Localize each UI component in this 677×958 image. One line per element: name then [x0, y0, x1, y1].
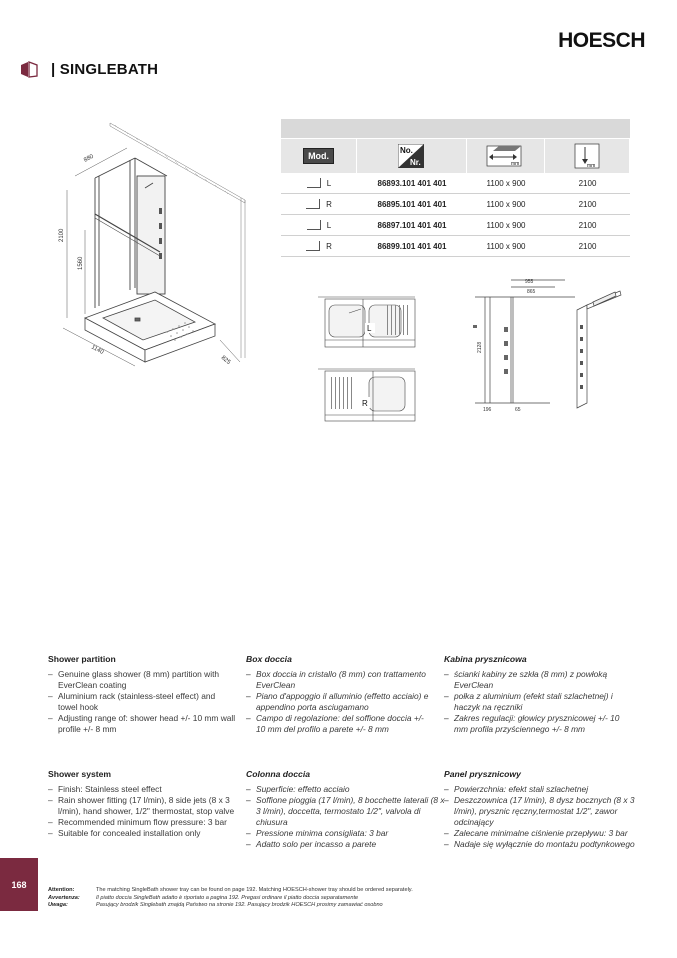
height-icon [574, 143, 600, 169]
column-heading: Panel prysznicowy [444, 769, 521, 779]
article-code: 86899.101 401 401 [377, 241, 447, 251]
column-heading: Shower partition [48, 654, 116, 664]
column-heading: Kabina prysznicowa [444, 654, 527, 664]
feature-item: – Piano d'appoggio il alluminio (effetto acciaio) e appendino porta asciugamano [246, 691, 431, 713]
feature-item: – Adatto solo per incasso a parete [246, 839, 446, 850]
column-heading: Shower system [48, 769, 112, 779]
article-code: 86893.101 401 401 [377, 178, 447, 188]
product-category-icon [19, 61, 39, 78]
svg-text:No.: No. [400, 146, 414, 155]
note-text: Pasujący brodzik Singlebath znajdą Państwo na stronie 192. Pasujący brodzik HOESCH prosimy zamawiać osobno [96, 902, 383, 909]
page-title: | SINGLEBATH [51, 61, 159, 78]
spec-row [281, 236, 630, 257]
dim-1140: 1140 [90, 344, 105, 356]
height-value: 2100 [578, 199, 597, 209]
column-polish [444, 654, 635, 849]
side-dim-196: 196 [483, 407, 492, 413]
footer-notes [48, 887, 413, 910]
feature-list [48, 669, 236, 735]
tray-orientation-icon [306, 199, 320, 209]
feature-list [444, 669, 629, 735]
plan-label-right: R [362, 399, 368, 408]
feature-item: – Zakres regulacji: głowicy prysznicowej +/- 10 mm profila przyściennego +/- 8 mm [444, 713, 629, 735]
column-english [48, 654, 236, 838]
feature-item: – Superficie: effetto acciaio [246, 784, 446, 795]
dimension-value: 1100 x 900 [486, 241, 526, 251]
brand-logo: HOESCH [558, 29, 645, 52]
tray-orientation-icon [307, 220, 321, 230]
tray-orientation-icon [307, 178, 321, 188]
side-label: R [326, 241, 332, 251]
footer-note [48, 887, 413, 895]
feature-item: – Pressione minima consigliata: 3 bar [246, 828, 446, 839]
side-dim-2128: 2128 [477, 341, 483, 353]
feature-item: – Recommended minimum flow pressure: 3 bar [48, 817, 248, 828]
plan-and-side-drawings [315, 275, 635, 425]
article-code: 86895.101 401 401 [377, 199, 447, 209]
svg-text:mm: mm [586, 163, 596, 169]
note-label: Uwaga: [48, 902, 68, 909]
dim-2100: 2100 [59, 228, 65, 242]
footer-note [48, 902, 413, 910]
side-dim-955: 955 [525, 279, 534, 285]
spec-table [281, 119, 630, 257]
feature-item: – Powierzchnia: efekt stali szlachetnej [444, 784, 644, 795]
svg-text:Nr.: Nr. [410, 158, 422, 167]
feature-list [48, 784, 248, 839]
feature-item: – Aluminium rack (stainless-steel effect) and towel hook [48, 691, 236, 713]
side-label: L [326, 178, 332, 188]
spec-row [281, 173, 630, 194]
feature-item: – Soffione pioggia (17 l/min), 8 bocchette laterali (8 x 3 l/min), doccetta, termostato 1/2", valvola di chiusura [246, 795, 446, 828]
page-number-tab: 168 [0, 858, 38, 911]
feature-item: – połka z aluminium (efekt stali szlachetnej) i haczyk na ręczniki [444, 691, 629, 713]
svg-text:mm: mm [511, 161, 520, 167]
note-label: Avvertenza: [48, 894, 80, 901]
height-value: 2100 [578, 220, 597, 230]
feature-item: – Campo di regolazione: del soffione doccia +/- 10 mm del profilo a parete +/- 8 mm [246, 713, 431, 735]
article-number-header [398, 144, 424, 168]
feature-item: – Nadaje się wyłącznie do montażu podtynkowego [444, 839, 644, 850]
dimension-value: 1100 x 900 [486, 220, 526, 230]
dimension-value: 1100 x 900 [486, 199, 526, 209]
mod-header: Mod. [303, 148, 334, 164]
feature-item: – Suitable for concealed installation only [48, 828, 248, 839]
column-heading: Box doccia [246, 654, 292, 664]
feature-item: – Rain shower fitting (17 l/min), 8 side jets (8 x 3 l/min), hand shower, 1/2" thermostat, stop valve [48, 795, 248, 817]
feature-item: – Zalecane minimalne ciśnienie przepływu: 3 bar [444, 828, 644, 839]
shower-isometric-drawing [55, 118, 255, 380]
dimension-value: 1100 x 900 [486, 178, 526, 188]
height-value: 2100 [578, 178, 597, 188]
height-value: 2100 [578, 241, 597, 251]
footer-note [48, 895, 413, 903]
page-title-block [19, 61, 158, 78]
feature-item: – ścianki kabiny ze szkła (8 mm) z powłoką EverClean [444, 669, 629, 691]
feature-item: – Adjusting range of: shower head +/- 10 mm wall profile +/- 8 mm [48, 713, 236, 735]
dim-1560: 1560 [78, 256, 84, 270]
note-text: The matching SingleBath shower tray can be found on page 192. Matching HOESCH-shower tray should be ordered separately. [96, 887, 413, 893]
dim-825: 825 [219, 354, 232, 366]
feature-list [246, 669, 431, 735]
feature-list [246, 784, 446, 850]
dim-880: 880 [83, 153, 95, 164]
feature-item: – Deszczownica (17 l/min), 8 dysz bocznych (8 x 3 l/min), prysznic ręczny,termostat 1/2", zawor odcinający [444, 795, 644, 828]
width-depth-icon [485, 143, 525, 169]
article-code: 86897.101 401 401 [377, 220, 447, 230]
feature-item: – Box doccia in cristallo (8 mm) con trattamento EverClean [246, 669, 431, 691]
spec-table-topbar [281, 119, 630, 138]
note-label: Attention: [48, 887, 75, 893]
feature-item: – Finish: Stainless steel effect [48, 784, 248, 795]
spec-row [281, 215, 630, 236]
feature-item: – Genuine glass shower (8 mm) partition with EverClean coating [48, 669, 236, 691]
feature-list [444, 784, 644, 850]
side-dim-65: 65 [515, 407, 521, 413]
side-label: R [326, 199, 332, 209]
plan-label-left: L [367, 324, 372, 333]
spec-row [281, 194, 630, 215]
column-italian [246, 654, 445, 849]
side-dim-865: 865 [527, 289, 536, 295]
note-text: Il piatto doccia SingleBath adatto è riportato a pagina 192. Pregasi ordinare il piatto doccia separatamente [96, 894, 359, 901]
column-heading: Colonna doccia [246, 769, 310, 779]
side-label: L [326, 220, 332, 230]
spec-table-header [281, 138, 630, 173]
tray-orientation-icon [306, 241, 320, 251]
